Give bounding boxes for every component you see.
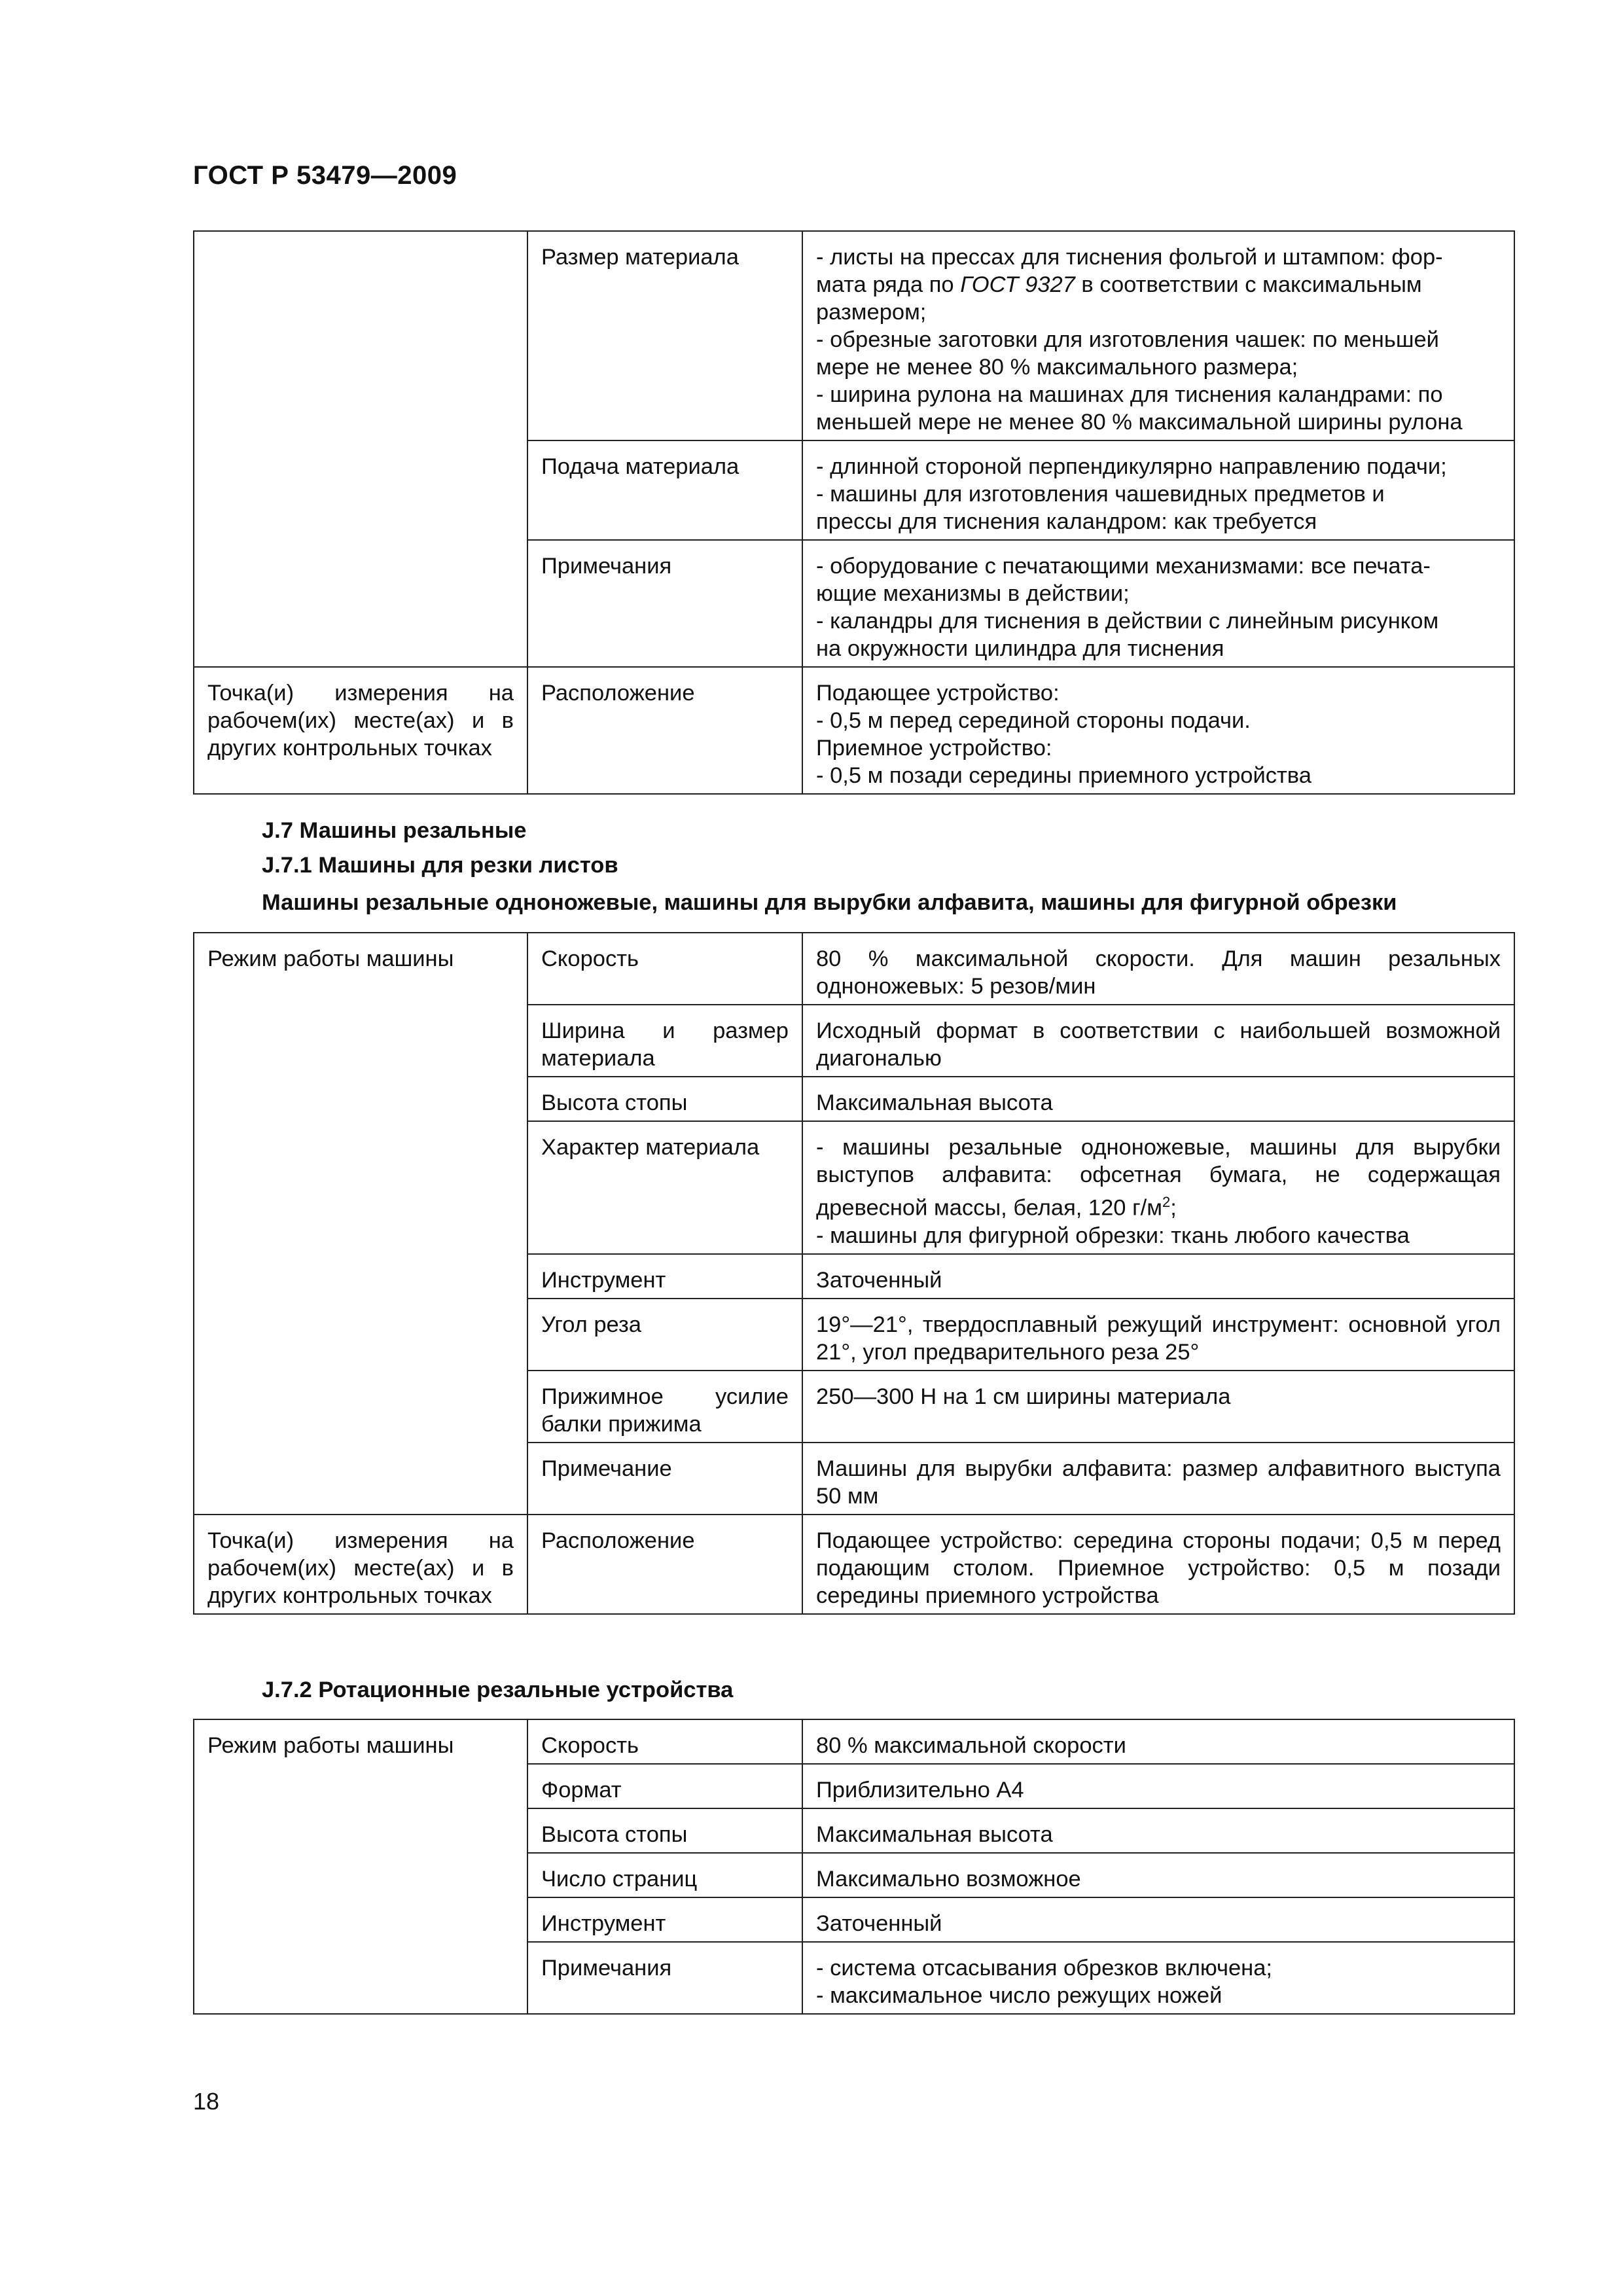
value-line: - максимальное число режущих ножей — [816, 1983, 1222, 2008]
value-cell: Максимально возможное — [802, 1853, 1514, 1897]
value-line: на окружности цилиндра для тиснения — [816, 636, 1224, 661]
measurement-point-label: Точка(и) измерения на рабочем(их) месте(ах) и в других контрольных точках — [194, 1515, 527, 1614]
section-heading-j7: J.7 Машины резальные — [262, 818, 527, 843]
value-line: мата ряда по ГОСТ 9327 в соответствии с максимальным — [816, 272, 1422, 297]
param-cell: Инструмент — [527, 1254, 802, 1299]
value-cell: Приблизительно А4 — [802, 1764, 1514, 1808]
param-cell: Размер материала — [527, 231, 802, 440]
value-line: - листы на прессах для тиснения фольгой и штампом: фор- — [816, 245, 1443, 270]
value-line: - длинной стороной перпендикулярно направлению подачи; — [816, 454, 1447, 479]
param-cell: Примечания — [527, 540, 802, 667]
section-heading-j7-2: J.7.2 Ротационные резальные устройства — [262, 1677, 734, 1702]
value-line: - оборудование с печатающими механизмами: все печата- — [816, 554, 1431, 579]
superscript: 2 — [1162, 1194, 1171, 1210]
param-cell: Скорость — [527, 1719, 802, 1764]
value-cell — [802, 540, 1514, 667]
document-header: ГОСТ Р 53479—2009 — [193, 161, 457, 190]
param-cell: Расположение — [527, 1515, 802, 1614]
measurement-point-label: Точка(и) измерения на рабочем(их) месте(ах) и в других контрольных точках — [194, 667, 527, 794]
value-cell: Заточенный — [802, 1897, 1514, 1942]
value-text: - машины резальные одноножевые, машины для вырубки выступов алфавита: офсетная бумага, не содержащая древесной массы, белая, 120 г/м — [816, 1135, 1501, 1221]
value-text: ; — [1170, 1195, 1177, 1221]
section-subheading: Машины резальные одноножевые, машины для вырубки алфавита, машины для фигурной обрезки — [262, 890, 1397, 915]
table-rotary-cutters — [193, 1719, 1515, 2015]
param-cell: Число страниц — [527, 1853, 802, 1897]
table-sheet-cutting — [193, 932, 1515, 1615]
table-row — [194, 231, 1514, 440]
value-cell — [802, 231, 1514, 440]
value-cell: 19°—21°, твердосплавный режущий инструмент: основной угол 21°, угол предварительного реза 25° — [802, 1299, 1514, 1371]
param-cell: Примечание — [527, 1443, 802, 1515]
value-cell: Машины для вырубки алфавита: размер алфавитного выступа 50 мм — [802, 1443, 1514, 1515]
empty-cell — [194, 231, 527, 667]
value-cell — [802, 440, 1514, 540]
mode-label: Режим работы машины — [194, 933, 527, 1515]
value-cell: 80 % максимальной скорости — [802, 1719, 1514, 1764]
value-line: - 0,5 м позади середины приемного устройства — [816, 763, 1311, 788]
table-row — [194, 933, 1514, 1005]
value-cell: Максимальная высота — [802, 1808, 1514, 1853]
value-cell: Исходный формат в соответствии с наибольшей возможной диагональю — [802, 1005, 1514, 1077]
param-cell: Примечания — [527, 1942, 802, 2014]
param-cell: Скорость — [527, 933, 802, 1005]
param-cell: Формат — [527, 1764, 802, 1808]
value-line: размером; — [816, 300, 927, 325]
table-continuation — [193, 230, 1515, 795]
param-cell: Угол реза — [527, 1299, 802, 1371]
param-cell: Высота стопы — [527, 1808, 802, 1853]
table-row — [194, 667, 1514, 794]
param-cell: Подача материала — [527, 440, 802, 540]
param-cell: Характер материала — [527, 1121, 802, 1254]
value-line: - ширина рулона на машинах для тиснения каландрами: по — [816, 382, 1443, 407]
table-row — [194, 1515, 1514, 1614]
value-line: мере не менее 80 % максимального размера; — [816, 355, 1298, 380]
value-line: - машины для изготовления чашевидных предметов и — [816, 482, 1385, 507]
value-line: - 0,5 м перед серединой стороны подачи. — [816, 708, 1251, 733]
param-cell: Прижимное усилие балки прижима — [527, 1371, 802, 1443]
value-line: прессы для тиснения каландром: как требуется — [816, 509, 1317, 534]
value-line: Приемное устройство: — [816, 736, 1052, 761]
mode-label: Режим работы машины — [194, 1719, 527, 2014]
param-cell: Расположение — [527, 667, 802, 794]
value-cell: Подающее устройство: середина стороны подачи; 0,5 м перед подающим столом. Приемное устройство: 0,5 м позади середины приемного устройства — [802, 1515, 1514, 1614]
param-cell: Инструмент — [527, 1897, 802, 1942]
value-line: меньшей мере не менее 80 % максимальной ширины рулона — [816, 410, 1463, 435]
value-line: ющие механизмы в действии; — [816, 581, 1130, 606]
value-cell: 80 % максимальной скорости. Для машин резальных одноножевых: 5 резов/мин — [802, 933, 1514, 1005]
value-cell: Максимальная высота — [802, 1077, 1514, 1121]
param-cell: Ширина и размер материала — [527, 1005, 802, 1077]
value-cell — [802, 1942, 1514, 2014]
section-heading-j7-1: J.7.1 Машины для резки листов — [262, 853, 618, 878]
value-line: - каландры для тиснения в действии с линейным рисунком — [816, 609, 1439, 634]
value-cell — [802, 667, 1514, 794]
value-cell — [802, 1121, 1514, 1254]
value-cell: 250—300 Н на 1 см ширины материала — [802, 1371, 1514, 1443]
table-row — [194, 1719, 1514, 1764]
value-line: - машины для фигурной обрезки: ткань любого качества — [816, 1223, 1410, 1248]
value-line: - обрезные заготовки для изготовления чашек: по меньшей — [816, 327, 1439, 352]
value-line: Подающее устройство: — [816, 681, 1060, 706]
value-cell: Заточенный — [802, 1254, 1514, 1299]
page-number: 18 — [193, 2088, 220, 2115]
param-cell: Высота стопы — [527, 1077, 802, 1121]
value-line: - система отсасывания обрезков включена; — [816, 1956, 1272, 1981]
